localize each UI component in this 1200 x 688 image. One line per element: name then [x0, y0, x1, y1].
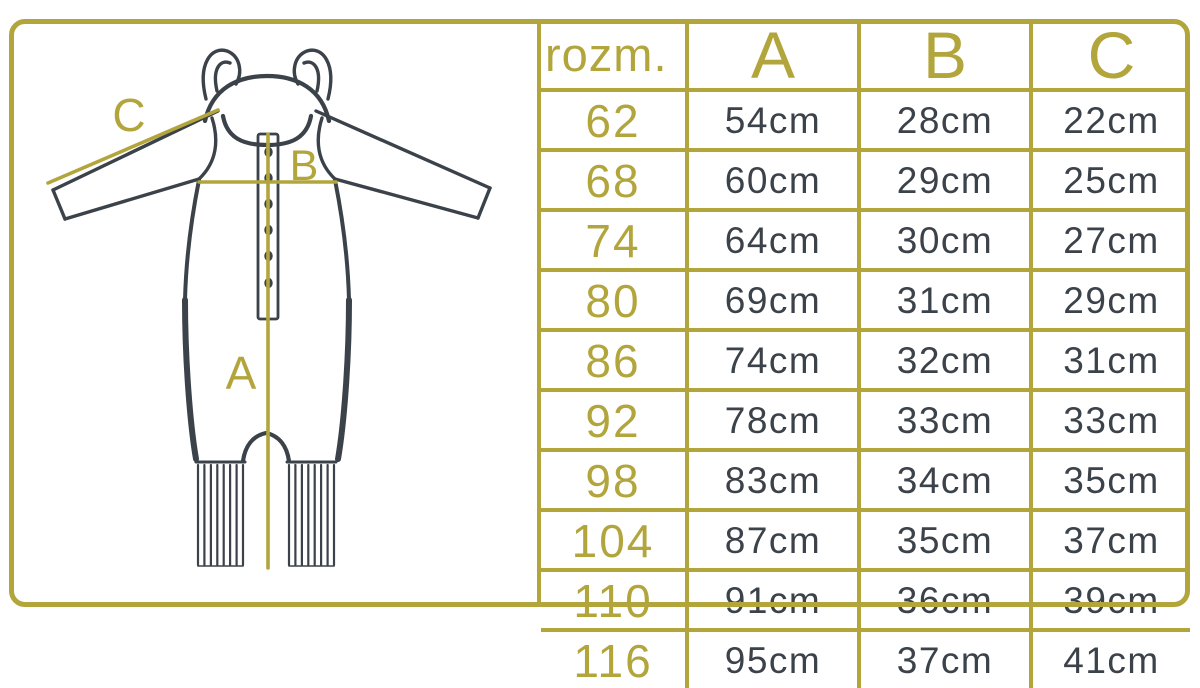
measurement-label-b: B: [289, 142, 319, 190]
value-cell-c: 27cm: [1033, 212, 1190, 272]
value-cell-a: 78cm: [689, 392, 861, 452]
value-cell-b: 30cm: [861, 212, 1033, 272]
value-cell-c: 22cm: [1033, 92, 1190, 152]
value-cell-a: 83cm: [689, 452, 861, 512]
value-cell-c: 39cm: [1033, 572, 1190, 632]
size-cell: 62: [541, 92, 689, 152]
left-armhole-seam: [199, 118, 216, 179]
right-sleeve-bottom: [335, 179, 478, 218]
size-cell: 80: [541, 272, 689, 332]
value-cell-c: 33cm: [1033, 392, 1190, 452]
value-cell-c: 37cm: [1033, 512, 1190, 572]
measurement-label-a: A: [225, 347, 257, 399]
value-cell-c: 31cm: [1033, 332, 1190, 392]
value-cell-c: 35cm: [1033, 452, 1190, 512]
size-cell: 74: [541, 212, 689, 272]
size-cell: 68: [541, 152, 689, 212]
value-cell-a: 64cm: [689, 212, 861, 272]
left-leg-outer: [185, 300, 196, 459]
value-cell-b: 36cm: [861, 572, 1033, 632]
right-leg-outer: [338, 300, 349, 459]
value-cell-a: 91cm: [689, 572, 861, 632]
value-cell-b: 34cm: [861, 452, 1033, 512]
value-cell-a: 60cm: [689, 152, 861, 212]
value-cell-a: 95cm: [689, 632, 861, 688]
table-header-b: B: [861, 19, 1033, 92]
value-cell-b: 31cm: [861, 272, 1033, 332]
size-cell: 98: [541, 452, 689, 512]
size-cell: 92: [541, 392, 689, 452]
value-cell-c: 41cm: [1063, 640, 1160, 681]
value-cell-c: 25cm: [1033, 152, 1190, 212]
left-sleeve-bottom: [65, 179, 199, 219]
measurement-label-c: C: [112, 89, 146, 141]
value-cell-b: 29cm: [861, 152, 1033, 212]
right-body-side: [335, 180, 349, 300]
size-cell: 116: [541, 632, 689, 688]
left-sleeve-cuff: [53, 190, 65, 219]
size-cell: 86: [541, 332, 689, 392]
value-cell-a: 74cm: [689, 332, 861, 392]
right-armhole-seam: [318, 118, 335, 179]
value-cell-b: 35cm: [861, 512, 1033, 572]
romper-diagram: [0, 0, 540, 680]
value-cell-a: 69cm: [689, 272, 861, 332]
value-cell-c: 29cm: [1033, 272, 1190, 332]
size-cell: 110: [541, 572, 689, 632]
value-cell-b: 33cm: [861, 392, 1033, 452]
table-header-a: A: [689, 19, 861, 92]
value-cell-b: 32cm: [861, 332, 1033, 392]
size-cell: 104: [541, 512, 689, 572]
value-cell-a: 54cm: [689, 92, 861, 152]
size-table: [537, 17, 1190, 687]
left-body-side: [185, 180, 199, 300]
right-sleeve-top: [316, 111, 490, 188]
table-header-size: rozm.: [541, 19, 689, 92]
crotch-curve: [243, 433, 289, 461]
right-sleeve-cuff: [478, 188, 490, 218]
value-cell-b: 28cm: [861, 92, 1033, 152]
table-header-c: C: [1033, 19, 1190, 92]
ribbed-cuffs: [198, 465, 334, 566]
value-cell-b: 37cm: [861, 632, 1033, 688]
value-cell-a: 87cm: [689, 512, 861, 572]
